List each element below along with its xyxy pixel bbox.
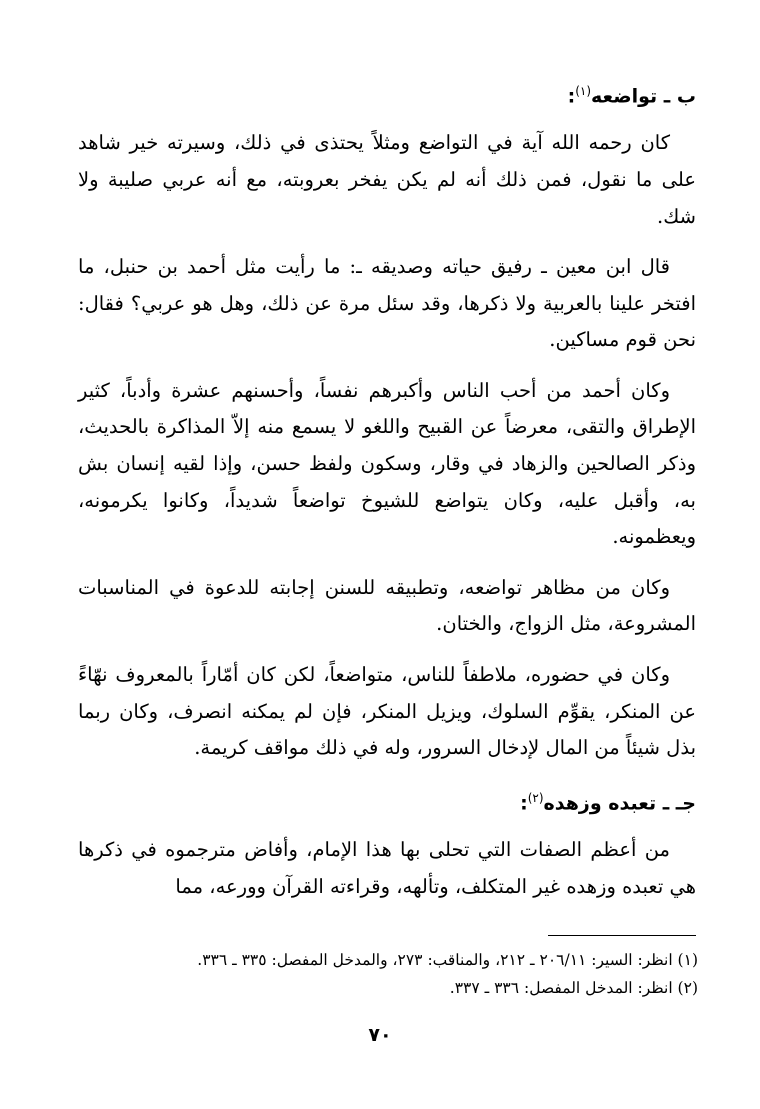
heading-colon: :	[520, 792, 528, 815]
footnote-2: (٢) انظر: المدخل المفصل: ٣٣٦ ـ ٣٣٧.	[449, 979, 698, 997]
footnote-divider	[548, 935, 696, 936]
page-body	[78, 74, 696, 919]
heading-text: جـ ـ تعبده وزهده	[543, 792, 696, 815]
paragraph: من أعظم الصفات التي تحلى بها هذا الإمام، وأفاض مترجموه في ذكرها هي تعبده وزهده غير المتكلف، وتألهه، وقراءته القرآن وورعه، مما	[78, 838, 696, 898]
paragraph: وكان أحمد من أحب الناس وأكبرهم نفساً، وأحسنهم عشرة وأدباً، كثير الإطراق والتقى، معرضاً عن القبيح واللغو لا يسمع منه إلاّ المذاكرة بالحديث، وذكر الصالحين والزهاد في وقار، وسكون ولفظ حسن، وإذا لقيه إنسان بش به، وأقبل عليه، وكان يتواضع للشيوخ تواضعاً شديداً، وكانوا يكرمونه، ويعظمونه.	[78, 378, 696, 549]
paragraph: كان رحمه الله آية في التواضع ومثلاً يحتذى في ذلك، وسيرته خير شاهد على ما نقول، فمن ذلك أنه لم يكن يفخر بعروبته، مع أنه عربي صليبة ولا شك.	[78, 131, 696, 228]
page-number: ٧٠	[368, 1024, 392, 1046]
footnote-ref-2: (٢)	[527, 790, 544, 805]
footnote-ref-1: (١)	[575, 84, 592, 98]
paragraph: وكان من مظاهر تواضعه، وتطبيقه للسنن إجابته للدعوة في المناسبات المشروعة، مثل الزواج، والختان.	[78, 575, 696, 636]
footnotes	[78, 946, 698, 1002]
footnote-1: (١) انظر: السير: ٢٠٦/١١ ـ ٢١٢، والمناقب: ٢٧٣، والمدخل المفصل: ٣٣٥ ـ ٣٣٦.	[197, 951, 698, 969]
heading-colon: :	[567, 85, 576, 108]
section-heading-worship	[78, 781, 696, 820]
paragraph: قال ابن معين ـ رفيق حياته وصديقه ـ: ما رأيت مثل أحمد بن حنبل، ما افتخر علينا بالعربية ولا ذكرها، وقد سئل مرة عن ذلك، وهل هو عربي؟ فقال: نحن قوم مساكين.	[78, 255, 696, 352]
section-heading-humility	[78, 74, 696, 113]
heading-text: ب ـ تواضعه	[591, 85, 696, 108]
paragraph: وكان في حضوره، ملاطفاً للناس، متواضعاً، لكن كان أمّاراً بالمعروف نهّاءً عن المنكر، يقوِّم السلوك، ويزيل المنكر، فإن لم يمكنه انصرف، وكان ربما بذل شيئاً من المال لإدخال السرور، وله في ذلك مواقف كريمة.	[78, 663, 696, 760]
